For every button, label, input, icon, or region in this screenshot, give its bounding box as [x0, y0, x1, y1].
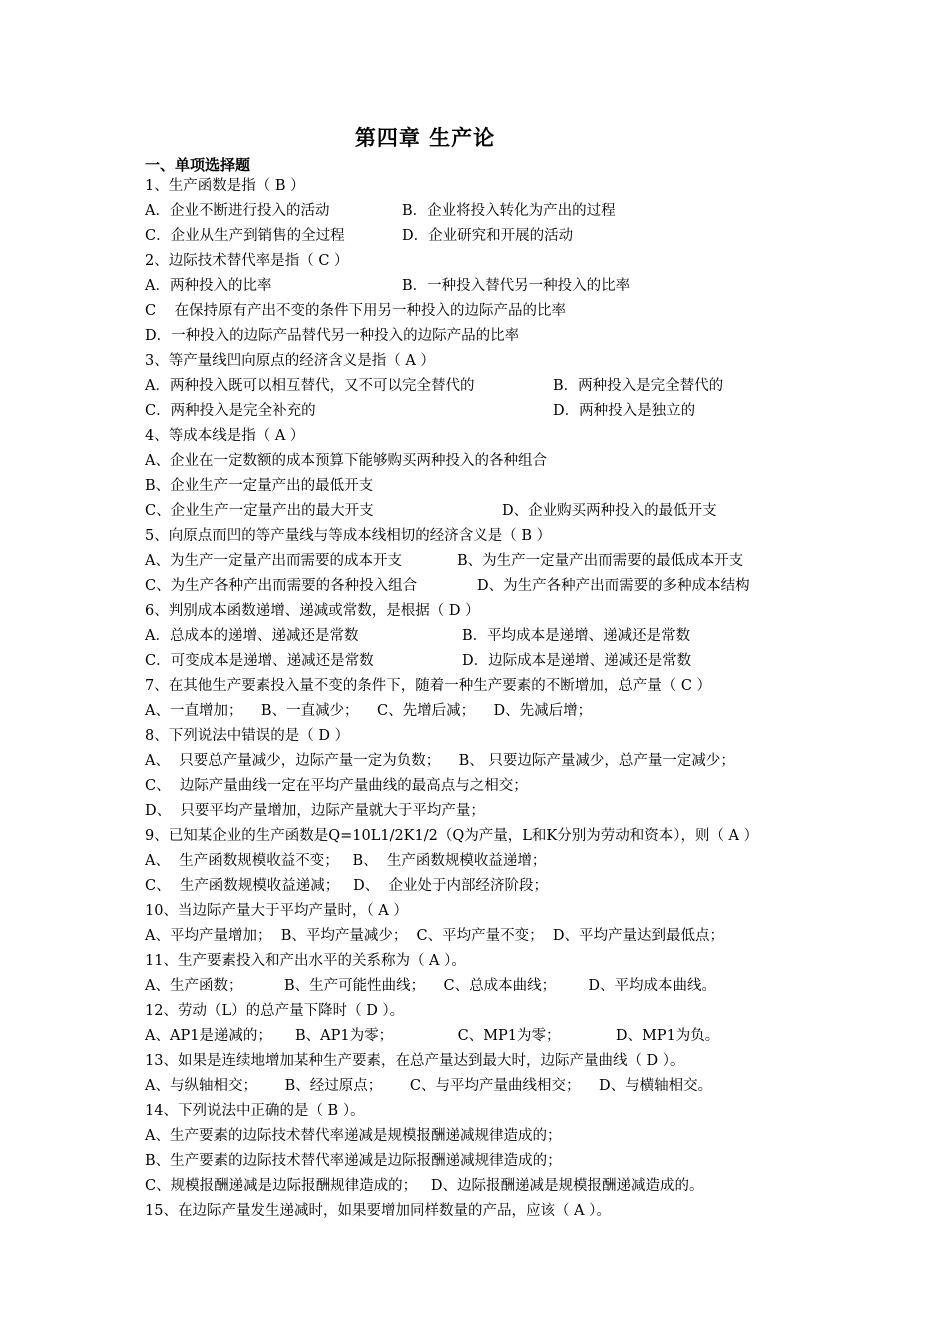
text-line: A．企业不断进行投入的活动 [145, 203, 330, 219]
chapter-title: 第四章 生产论 [354, 125, 496, 150]
text-line: A、为生产一定量产出而需要的成本开支 [145, 553, 402, 569]
text-line: 8、下列说法中错误的是（ D ） [145, 728, 350, 744]
text-line: A、 生产函数规模收益不变； B、 生产函数规模收益递增； [145, 853, 547, 869]
text-line: A、生产要素的边际技术替代率递减是规模报酬递减规律造成的； [145, 1128, 562, 1144]
text-line: B、生产要素的边际技术替代率递减是边际报酬递减规律造成的； [145, 1153, 562, 1169]
text-line: C、 生产函数规模收益递减； D、 企业处于内部经济阶段； [145, 878, 548, 894]
text-line: A．两种投入的比率 [145, 278, 272, 294]
text-line: C．可变成本是递增、递减还是常数 [145, 653, 374, 669]
text-line: 14、下列说法中正确的是（ B ）。 [145, 1103, 365, 1119]
text-line: 10、当边际产量大于平均产量时，（ A ） [145, 903, 408, 919]
text-line: B．平均成本是递增、递减还是常数 [462, 628, 691, 644]
text-line: B．两种投入是完全替代的 [553, 378, 724, 394]
text-line: D．企业研究和开展的活动 [402, 228, 574, 244]
text-line: D．一种投入的边际产品替代另一种投入的边际产品的比率 [145, 328, 520, 344]
text-line: 6、判别成本函数递增、递减或常数，是根据（ D ） [145, 603, 480, 619]
text-line: C、企业生产一定量产出的最大开支 [145, 503, 374, 519]
text-line: A、AP1是递减的； B、AP1为零； C、MP1为零； D、MP1为负。 [145, 1028, 720, 1044]
text-line: 2、边际技术替代率是指（ C ） [145, 253, 349, 269]
text-line: B．企业将投入转化为产出的过程 [402, 203, 616, 219]
text-line: A、生产函数； B、生产可能性曲线； C、总成本曲线； D、平均成本曲线。 [145, 978, 717, 994]
text-line: C、规模报酬递减是边际报酬规律造成的； D、边际报酬递减是规模报酬递减造成的。 [145, 1178, 704, 1194]
text-line: 4、等成本线是指（ A ） [145, 428, 305, 444]
section-heading: 一、单项选择题 [145, 156, 251, 174]
text-line: D．边际成本是递增、递减还是常数 [462, 653, 692, 669]
text-line: D、为生产各种产出而需要的多种成本结构 [477, 578, 750, 594]
text-line: C．企业从生产到销售的全过程 [145, 228, 345, 244]
text-line: B．一种投入替代另一种投入的比率 [402, 278, 631, 294]
text-line: A．总成本的递增、递减还是常数 [145, 628, 359, 644]
text-line: D、 只要平均产量增加，边际产量就大于平均产量； [145, 803, 485, 819]
text-line: D、企业购买两种投入的最低开支 [502, 503, 717, 519]
text-line: A、 只要总产量减少，边际产量一定为负数； B、 只要边际产量减少，总产量一定减少； [145, 753, 735, 769]
text-line: C 在保持原有产出不变的条件下用另一种投入的边际产品的比率 [145, 303, 567, 319]
text-line: 1、生产函数是指（ B ） [145, 178, 305, 194]
text-line: 3、等产量线凹向原点的经济含义是指（ A ） [145, 353, 435, 369]
text-line: 12、劳动（L）的总产量下降时（ D ）。 [145, 1003, 405, 1019]
text-line: 11、生产要素投入和产出水平的关系称为（ A ）。 [145, 953, 466, 969]
text-line: A、企业在一定数额的成本预算下能够购买两种投入的各种组合 [145, 453, 547, 469]
text-line: 15、在边际产量发生递减时，如果要增加同样数量的产品，应该（ A ）。 [145, 1203, 611, 1219]
text-line: A、一直增加； B、一直减少； C、先增后减； D、先减后增； [145, 703, 593, 719]
text-line: D．两种投入是独立的 [553, 403, 696, 419]
text-line: 5、向原点而凹的等产量线与等成本线相切的经济含义是（ B ） [145, 528, 552, 544]
text-line: C．两种投入是完全补充的 [145, 403, 316, 419]
text-line: B、为生产一定量产出而需要的最低成本开支 [457, 553, 744, 569]
text-line: A．两种投入既可以相互替代，又不可以完全替代的 [145, 378, 475, 394]
text-line: C、 边际产量曲线一定在平均产量曲线的最高点与之相交； [145, 778, 528, 794]
text-line: 9、已知某企业的生产函数是Q=10L1/2K1/2（Q为产量，L和K分别为劳动和资本），则（ A ） [145, 828, 759, 844]
text-line: B、企业生产一定量产出的最低开支 [145, 478, 374, 494]
text-line: A、平均产量增加； B、平均产量减少； C、平均产量不变； D、平均产量达到最低点； [145, 928, 724, 944]
text-line: 7、在其他生产要素投入量不变的条件下，随着一种生产要素的不断增加，总产量（ C ） [145, 678, 712, 694]
text-line: C、为生产各种产出而需要的各种投入组合 [145, 578, 418, 594]
text-line: 13、如果是连续地增加某种生产要素，在总产量达到最大时，边际产量曲线（ D ）。 [145, 1053, 685, 1069]
text-line: A、与纵轴相交； B、经过原点； C、与平均产量曲线相交； D、与横轴相交。 [145, 1078, 713, 1094]
